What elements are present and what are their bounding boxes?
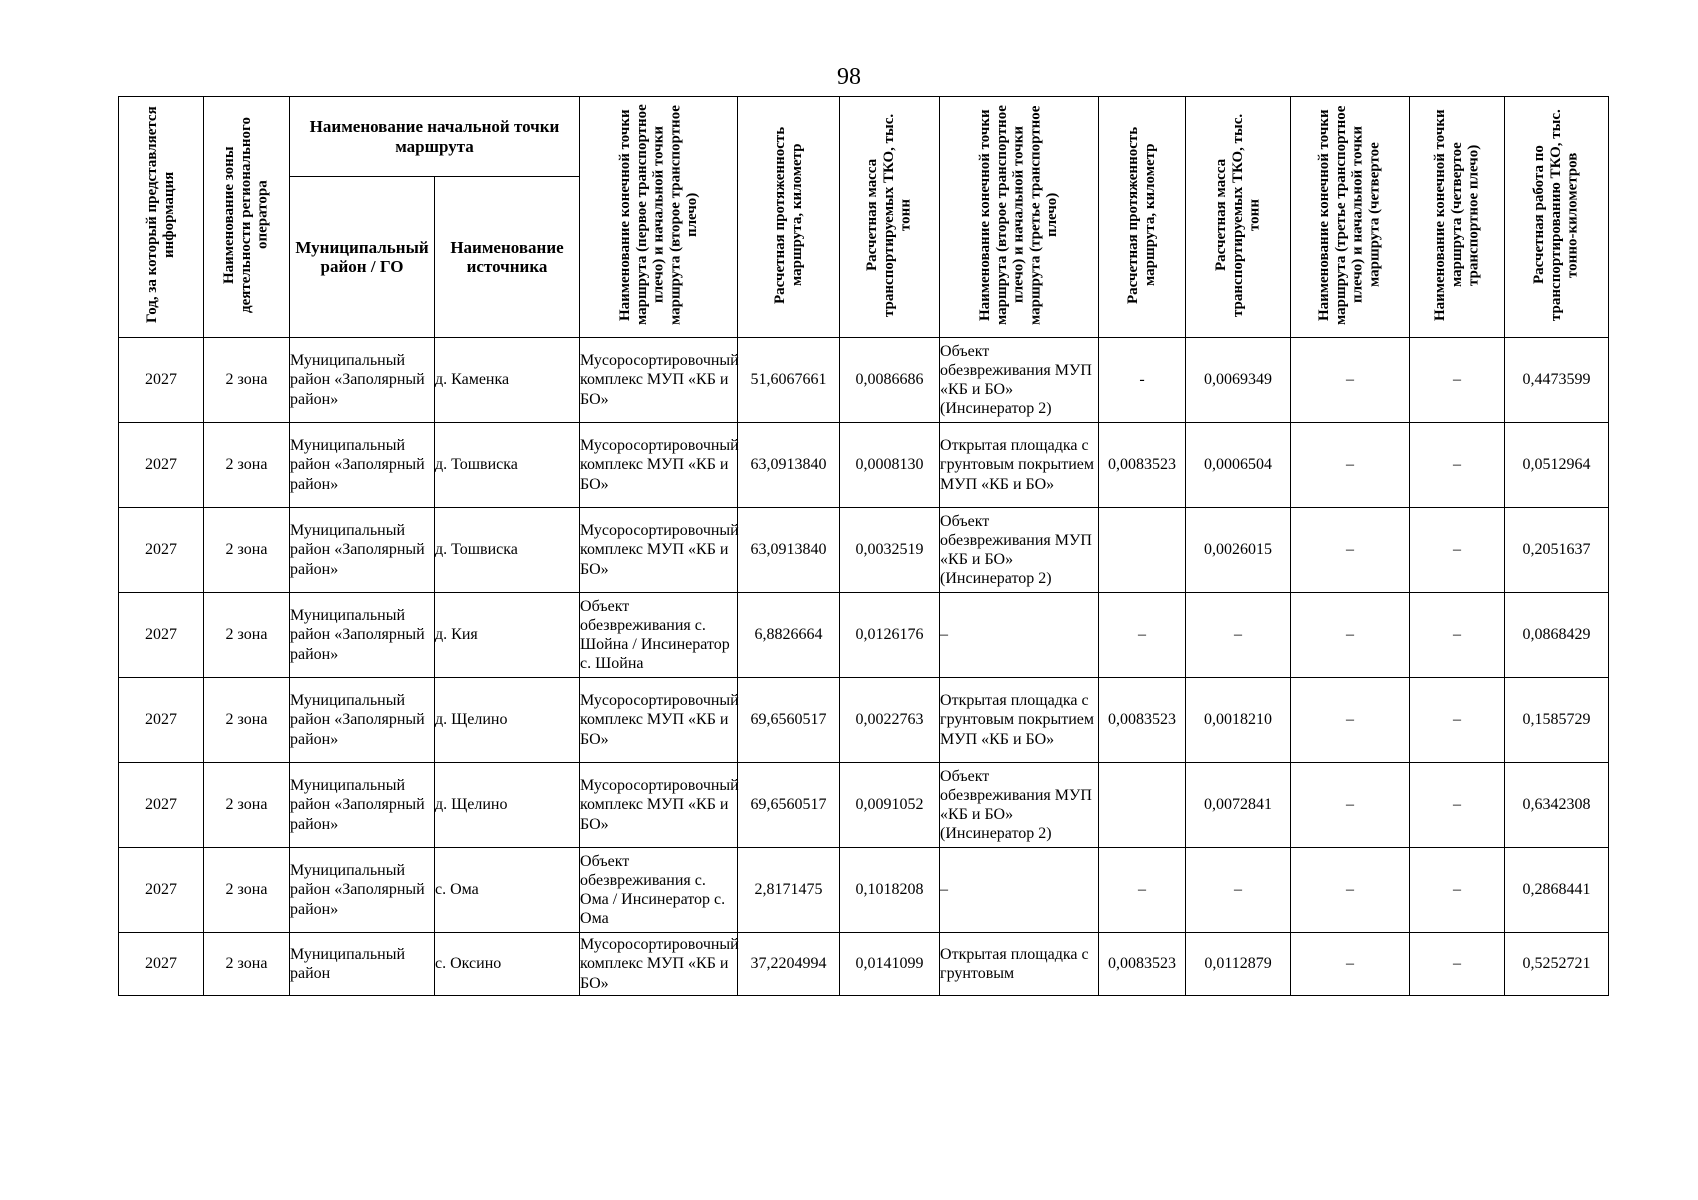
cell-end1: Мусоросортировочный комплекс МУП «КБ и БО» xyxy=(580,678,738,763)
cell-end2: Объект обезвреживания МУП «КБ и БО» (Инсинератор 2) xyxy=(940,508,1099,593)
cell-length2: 0,0083523 xyxy=(1099,423,1186,508)
cell-source: д. Щелино xyxy=(435,763,580,848)
cell-length2 xyxy=(1099,508,1186,593)
cell-mass1: 0,0086686 xyxy=(840,338,940,423)
table-row xyxy=(119,423,1609,508)
cell-mass1: 0,0126176 xyxy=(840,593,940,678)
cell-mass2: 0,0006504 xyxy=(1186,423,1291,508)
cell-end1: Мусоросортировочный комплекс МУП «КБ и БО» xyxy=(580,508,738,593)
cell-length2 xyxy=(1099,763,1186,848)
cell-length2: 0,0083523 xyxy=(1099,933,1186,996)
cell-zone: 2 зона xyxy=(204,933,290,996)
cell-zone: 2 зона xyxy=(204,593,290,678)
cell-work: 0,6342308 xyxy=(1505,763,1609,848)
header-start-point: Наименование начальной точки маршрута xyxy=(290,97,580,177)
cell-year: 2027 xyxy=(119,933,204,996)
cell-year: 2027 xyxy=(119,508,204,593)
cell-length1: 63,0913840 xyxy=(738,423,840,508)
cell-length1: 2,8171475 xyxy=(738,848,840,933)
cell-work: 0,0512964 xyxy=(1505,423,1609,508)
cell-municipality: Муниципальный район xyxy=(290,933,435,996)
cell-end4: – xyxy=(1410,338,1505,423)
cell-length1: 69,6560517 xyxy=(738,763,840,848)
cell-mass2: – xyxy=(1186,848,1291,933)
cell-work: 0,4473599 xyxy=(1505,338,1609,423)
cell-mass1: 0,0022763 xyxy=(840,678,940,763)
cell-mass1: 0,0091052 xyxy=(840,763,940,848)
cell-end3: – xyxy=(1291,678,1410,763)
cell-end4: – xyxy=(1410,933,1505,996)
cell-end3: – xyxy=(1291,338,1410,423)
cell-year: 2027 xyxy=(119,423,204,508)
cell-length2: 0,0083523 xyxy=(1099,678,1186,763)
cell-length1: 37,2204994 xyxy=(738,933,840,996)
table-row xyxy=(119,933,1609,996)
cell-mass2: 0,0026015 xyxy=(1186,508,1291,593)
cell-work: 0,2051637 xyxy=(1505,508,1609,593)
cell-end2: – xyxy=(940,593,1099,678)
cell-zone: 2 зона xyxy=(204,848,290,933)
cell-mass2: – xyxy=(1186,593,1291,678)
cell-municipality: Муниципальный район «Заполярный район» xyxy=(290,508,435,593)
waste-route-table xyxy=(118,96,1609,996)
table-row xyxy=(119,508,1609,593)
page-number: 98 xyxy=(837,64,861,90)
cell-end2: Открытая площадка с грунтовым покрытием МУП «КБ и БО» xyxy=(940,423,1099,508)
cell-mass2: 0,0072841 xyxy=(1186,763,1291,848)
cell-zone: 2 зона xyxy=(204,508,290,593)
table-row xyxy=(119,848,1609,933)
cell-end4: – xyxy=(1410,678,1505,763)
cell-length1: 6,8826664 xyxy=(738,593,840,678)
cell-end3: – xyxy=(1291,848,1410,933)
header-zone: Наименование зоны деятельности регионального оператора xyxy=(204,97,290,338)
cell-end2: Объект обезвреживания МУП «КБ и БО» (Инсинератор 2) xyxy=(940,763,1099,848)
cell-length2: – xyxy=(1099,593,1186,678)
cell-end4: – xyxy=(1410,848,1505,933)
cell-source: с. Ома xyxy=(435,848,580,933)
cell-end2: – xyxy=(940,848,1099,933)
cell-end2: Открытая площадка с грунтовым xyxy=(940,933,1099,996)
cell-source: д. Щелино xyxy=(435,678,580,763)
cell-end1: Объект обезвреживания с. Шойна / Инсинератор с. Шойна xyxy=(580,593,738,678)
cell-end4: – xyxy=(1410,763,1505,848)
header-transport-work: Расчетная работа по транспортированию ТКО, тыс. тонно-километров xyxy=(1505,97,1609,338)
cell-municipality: Муниципальный район «Заполярный район» xyxy=(290,763,435,848)
cell-end2: Открытая площадка с грунтовым покрытием МУП «КБ и БО» xyxy=(940,678,1099,763)
table-row xyxy=(119,763,1609,848)
cell-zone: 2 зона xyxy=(204,763,290,848)
cell-end3: – xyxy=(1291,508,1410,593)
cell-municipality: Муниципальный район «Заполярный район» xyxy=(290,678,435,763)
cell-source: д. Тошвиска xyxy=(435,508,580,593)
cell-year: 2027 xyxy=(119,593,204,678)
header-year: Год, за который представляется информация xyxy=(119,97,204,338)
table-row xyxy=(119,338,1609,423)
header-end-point-2: Наименование конечной точки маршрута (второе транспортное плечо) и начальной точки маршрута (третье транспортное плечо) xyxy=(940,97,1099,338)
cell-mass2: 0,0112879 xyxy=(1186,933,1291,996)
cell-end4: – xyxy=(1410,593,1505,678)
header-end-point-1: Наименование конечной точки маршрута (первое транспортное плечо) и начальной точки маршрута (второе транспортное плечо) xyxy=(580,97,738,338)
cell-source: д. Каменка xyxy=(435,338,580,423)
header-source: Наименование источника xyxy=(435,177,580,338)
cell-length1: 69,6560517 xyxy=(738,678,840,763)
cell-end3: – xyxy=(1291,933,1410,996)
header-end-point-4: Наименование конечной точки маршрута (четвертое транспортное плечо) xyxy=(1410,97,1505,338)
cell-work: 0,5252721 xyxy=(1505,933,1609,996)
cell-zone: 2 зона xyxy=(204,423,290,508)
header-mass-2: Расчетная масса транспортируемых ТКО, тыс. тонн xyxy=(1186,97,1291,338)
cell-end3: – xyxy=(1291,423,1410,508)
cell-length1: 51,6067661 xyxy=(738,338,840,423)
cell-work: 0,2868441 xyxy=(1505,848,1609,933)
cell-mass1: 0,0141099 xyxy=(840,933,940,996)
cell-mass1: 0,1018208 xyxy=(840,848,940,933)
cell-municipality: Муниципальный район «Заполярный район» xyxy=(290,593,435,678)
cell-length1: 63,0913840 xyxy=(738,508,840,593)
header-length-2: Расчетная протяженность маршрута, километр xyxy=(1099,97,1186,338)
cell-mass1: 0,0008130 xyxy=(840,423,940,508)
cell-end1: Объект обезвреживания с. Ома / Инсинератор с. Ома xyxy=(580,848,738,933)
cell-end3: – xyxy=(1291,763,1410,848)
cell-zone: 2 зона xyxy=(204,678,290,763)
header-end-point-3: Наименование конечной точки маршрута (третье транспортное плечо) и начальной точки маршрута (четвертое xyxy=(1291,97,1410,338)
cell-work: 0,0868429 xyxy=(1505,593,1609,678)
cell-year: 2027 xyxy=(119,763,204,848)
cell-source: д. Тошвиска xyxy=(435,423,580,508)
cell-year: 2027 xyxy=(119,678,204,763)
cell-end1: Мусоросортировочный комплекс МУП «КБ и БО» xyxy=(580,423,738,508)
cell-source: д. Кия xyxy=(435,593,580,678)
cell-end4: – xyxy=(1410,508,1505,593)
cell-end4: – xyxy=(1410,423,1505,508)
cell-mass1: 0,0032519 xyxy=(840,508,940,593)
cell-end1: Мусоросортировочный комплекс МУП «КБ и БО» xyxy=(580,338,738,423)
table-row xyxy=(119,593,1609,678)
cell-work: 0,1585729 xyxy=(1505,678,1609,763)
cell-municipality: Муниципальный район «Заполярный район» xyxy=(290,848,435,933)
cell-municipality: Муниципальный район «Заполярный район» xyxy=(290,423,435,508)
cell-year: 2027 xyxy=(119,338,204,423)
cell-year: 2027 xyxy=(119,848,204,933)
header-mass-1: Расчетная масса транспортируемых ТКО, тыс. тонн xyxy=(840,97,940,338)
cell-length2: – xyxy=(1099,848,1186,933)
header-length-1: Расчетная протяженность маршрута, километр xyxy=(738,97,840,338)
cell-end2: Объект обезвреживания МУП «КБ и БО» (Инсинератор 2) xyxy=(940,338,1099,423)
table-header xyxy=(119,97,1609,338)
table-body xyxy=(119,338,1609,996)
cell-end1: Мусоросортировочный комплекс МУП «КБ и БО» xyxy=(580,763,738,848)
cell-municipality: Муниципальный район «Заполярный район» xyxy=(290,338,435,423)
cell-length2: - xyxy=(1099,338,1186,423)
cell-source: с. Оксино xyxy=(435,933,580,996)
table-row xyxy=(119,678,1609,763)
cell-zone: 2 зона xyxy=(204,338,290,423)
cell-mass2: 0,0018210 xyxy=(1186,678,1291,763)
header-municipality: Муниципальный район / ГО xyxy=(290,177,435,338)
cell-mass2: 0,0069349 xyxy=(1186,338,1291,423)
cell-end1: Мусоросортировочный комплекс МУП «КБ и БО» xyxy=(580,933,738,996)
cell-end3: – xyxy=(1291,593,1410,678)
